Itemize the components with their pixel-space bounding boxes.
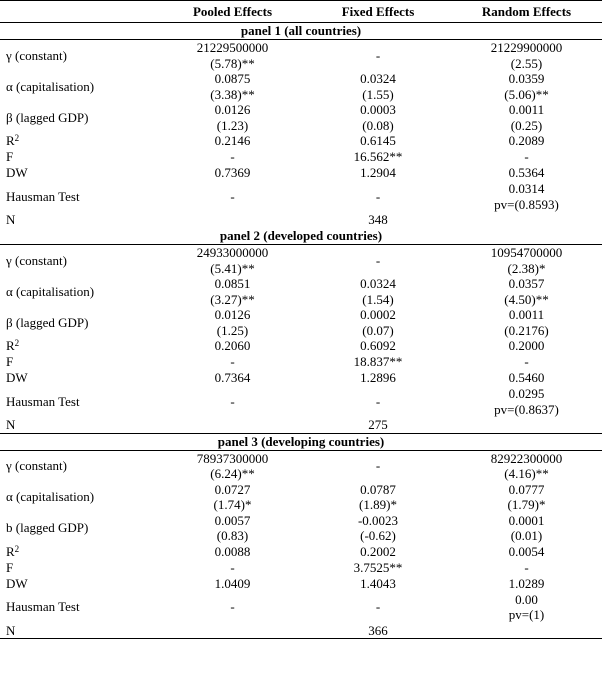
cell-statistic: (0.08) [362, 117, 394, 133]
cell-statistic: (5.78)** [210, 55, 255, 71]
cell-random [451, 450, 602, 482]
cell-value: 366 [368, 622, 388, 638]
cell-value: 0.2089 [508, 133, 545, 149]
table-row [0, 276, 602, 307]
cell-value: 348 [368, 212, 388, 228]
cell-value: 18.837** [353, 354, 403, 370]
row-label [0, 354, 160, 370]
row-label-text: R [6, 543, 15, 559]
table-row [0, 576, 602, 592]
row-label [0, 370, 160, 386]
cell-pooled [160, 276, 305, 307]
table-row [0, 245, 602, 277]
cell-value: 1.2904 [360, 165, 396, 181]
cell-value: 0.2000 [508, 338, 545, 354]
cell-random [451, 544, 602, 560]
cell-pooled [160, 513, 305, 544]
row-label-text: DW [6, 165, 28, 181]
cell-value: 0.7364 [214, 370, 251, 386]
table-row [0, 149, 602, 165]
cell-random [451, 181, 602, 212]
row-label-superscript: 2 [14, 133, 20, 144]
cell-random [451, 165, 602, 181]
cell-value: 1.2896 [360, 370, 396, 386]
cell-value: - [375, 393, 381, 409]
cell-value: 0.0314 [508, 181, 545, 196]
row-label [0, 482, 160, 513]
cell-statistic: pv=(0.8593) [494, 196, 559, 212]
cell-statistic: (6.24)** [210, 466, 255, 481]
cell-fixed [305, 370, 451, 386]
table-row [0, 544, 602, 560]
row-label-text: F [6, 149, 14, 165]
cell-value: 24933000000 [196, 245, 269, 260]
row-label-text: β (lagged GDP) [6, 314, 89, 330]
cell-value: 0.0359 [508, 71, 545, 86]
cell-value: 0.0777 [508, 481, 545, 497]
cell-statistic: (1.74)* [213, 497, 252, 512]
row-label [0, 338, 160, 354]
row-label-text: DW [6, 370, 28, 386]
cell-value: 3.7525** [353, 559, 403, 575]
cell-statistic: (0.25) [510, 117, 543, 133]
row-label-text: R [6, 133, 15, 149]
cell-pooled [160, 386, 305, 417]
cell-value: - [375, 599, 381, 615]
cell-random [451, 71, 602, 102]
row-label [0, 181, 160, 212]
row-label-superscript: 2 [14, 543, 20, 554]
table-row [0, 133, 602, 149]
cell-value: 0.2002 [360, 543, 396, 559]
row-label-text: N [6, 417, 16, 432]
cell-random [451, 592, 602, 623]
cell-fixed [305, 338, 451, 354]
cell-random [451, 482, 602, 513]
cell-statistic: (1.25) [216, 322, 249, 338]
cell-fixed [305, 276, 451, 307]
cell-value: 0.2146 [214, 133, 251, 149]
cell-value: 0.0011 [508, 102, 545, 117]
cell-value: 0.0727 [214, 481, 251, 497]
panel-title-row [0, 433, 602, 450]
cell-value: 1.0409 [214, 575, 251, 591]
cell-value: 0.0054 [508, 543, 545, 559]
cell-value: 0.0875 [214, 71, 251, 86]
row-label [0, 417, 160, 433]
cell-value: 0.0324 [360, 71, 396, 86]
cell-value: 0.6145 [360, 133, 396, 149]
cell-statistic: (0.2176) [504, 322, 549, 338]
row-label [0, 592, 160, 623]
cell-value: 0.0126 [214, 102, 251, 117]
cell-pooled [160, 149, 305, 165]
row-label-text: β (lagged GDP) [6, 109, 89, 125]
cell-pooled [160, 102, 305, 133]
table-row [0, 482, 602, 513]
row-label [0, 276, 160, 307]
cell-fixed [305, 245, 451, 277]
row-label [0, 245, 160, 277]
cell-statistic: (1.79)* [507, 497, 546, 512]
table-row [0, 386, 602, 417]
cell-pooled [160, 165, 305, 181]
cell-value: - [230, 149, 235, 165]
cell-pooled [160, 592, 305, 623]
cell-value: 0.0851 [214, 276, 251, 291]
cell-value: 21229900000 [490, 40, 563, 55]
cell-value: - [230, 559, 235, 575]
row-label [0, 450, 160, 482]
cell-statistic: (-0.62) [360, 528, 396, 543]
cell-value: 21229500000 [196, 40, 269, 55]
header-random: Random Effects [451, 1, 602, 23]
row-label-text: N [6, 622, 16, 638]
table-row [0, 417, 602, 433]
row-label-text: Hausman Test [6, 599, 80, 615]
cell-value: 78937300000 [196, 450, 269, 466]
header-row [0, 1, 602, 23]
cell-random [451, 386, 602, 417]
cell-pooled [160, 482, 305, 513]
cell-random [451, 560, 602, 576]
cell-random [451, 212, 602, 228]
table-row [0, 165, 602, 181]
cell-statistic: (3.38)** [210, 86, 255, 102]
row-label [0, 560, 160, 576]
cell-value: 16.562** [353, 149, 403, 165]
cell-pooled [160, 71, 305, 102]
cell-value: 0.0295 [508, 386, 545, 401]
row-label-text: N [6, 212, 16, 228]
cell-fixed [305, 544, 451, 560]
cell-statistic: (5.41)** [210, 260, 255, 276]
cell-value: 0.0088 [214, 543, 251, 559]
cell-value: 0.7369 [214, 165, 251, 181]
row-label-text: γ (constant) [6, 458, 67, 474]
table-row [0, 513, 602, 544]
cell-fixed [305, 71, 451, 102]
table-row [0, 623, 602, 639]
cell-value: 0.2060 [214, 338, 251, 354]
row-label [0, 165, 160, 181]
row-label [0, 544, 160, 560]
row-label-text: F [6, 559, 14, 575]
cell-value: 0.5364 [508, 165, 545, 181]
cell-pooled [160, 450, 305, 482]
cell-pooled [160, 354, 305, 370]
table-row [0, 338, 602, 354]
cell-value: - [524, 559, 529, 575]
cell-value: 0.0357 [508, 276, 545, 291]
cell-statistic: (4.16)** [504, 466, 549, 481]
cell-fixed [305, 417, 451, 433]
cell-random [451, 354, 602, 370]
header-fixed: Fixed Effects [305, 1, 451, 23]
cell-statistic: (1.55) [362, 86, 394, 102]
cell-pooled [160, 623, 305, 639]
cell-value: 0.0003 [360, 102, 396, 117]
cell-fixed [305, 450, 451, 482]
table-row [0, 560, 602, 576]
cell-pooled [160, 245, 305, 277]
row-label [0, 71, 160, 102]
cell-value: 0.6092 [360, 338, 396, 354]
cell-random [451, 40, 602, 72]
cell-fixed [305, 149, 451, 165]
panel-title-row [0, 228, 602, 245]
cell-statistic: (1.89)* [359, 497, 397, 512]
cell-pooled [160, 181, 305, 212]
cell-statistic: (0.07) [362, 322, 394, 338]
cell-pooled [160, 544, 305, 560]
header-pooled: Pooled Effects [160, 1, 305, 23]
cell-value: 0.0324 [360, 276, 396, 291]
row-label-text: R [6, 338, 15, 354]
cell-fixed [305, 576, 451, 592]
table-row [0, 71, 602, 102]
cell-value: 0.0001 [508, 512, 545, 528]
row-label-text: Hausman Test [6, 393, 80, 409]
panel-title: panel 3 (developing countries) [0, 433, 602, 450]
cell-value: - [230, 188, 235, 204]
cell-pooled [160, 307, 305, 338]
row-label [0, 133, 160, 149]
cell-fixed [305, 482, 451, 513]
cell-value: 0.5460 [508, 370, 545, 386]
row-label-text: F [6, 354, 14, 370]
cell-random [451, 417, 602, 433]
cell-statistic: pv=(1) [508, 607, 545, 622]
table-row [0, 592, 602, 623]
table-row [0, 370, 602, 386]
cell-pooled [160, 133, 305, 149]
cell-random [451, 245, 602, 277]
table-row [0, 450, 602, 482]
cell-random [451, 370, 602, 386]
row-label-superscript: 2 [14, 338, 20, 349]
row-label-text: α (capitalisation) [6, 78, 95, 94]
cell-random [451, 513, 602, 544]
cell-fixed [305, 212, 451, 228]
row-label [0, 307, 160, 338]
cell-value: 0.0011 [508, 307, 545, 322]
cell-fixed [305, 40, 451, 72]
cell-value: 10954700000 [490, 245, 563, 260]
cell-value: 0.0057 [214, 512, 251, 528]
cell-random [451, 338, 602, 354]
cell-fixed [305, 354, 451, 370]
cell-statistic: pv=(0.8637) [494, 401, 559, 417]
panel-title: panel 2 (developed countries) [0, 228, 602, 245]
cell-fixed [305, 623, 451, 639]
cell-pooled [160, 417, 305, 433]
cell-random [451, 276, 602, 307]
cell-statistic: (2.38)* [507, 260, 546, 276]
cell-value: 0.00 [515, 591, 538, 607]
table-row [0, 212, 602, 228]
cell-fixed [305, 133, 451, 149]
table-row [0, 354, 602, 370]
row-label [0, 149, 160, 165]
row-label-text: b (lagged GDP) [6, 520, 89, 536]
row-label [0, 576, 160, 592]
row-label-text: DW [6, 575, 28, 591]
table-row [0, 40, 602, 72]
cell-statistic: (1.23) [216, 117, 249, 133]
cell-value: 1.0289 [508, 575, 545, 591]
cell-pooled [160, 576, 305, 592]
cell-value: 1.4043 [360, 575, 396, 591]
panel-title: panel 1 (all countries) [0, 23, 602, 40]
cell-value: 0.0002 [360, 307, 396, 322]
cell-statistic: (5.06)** [504, 86, 549, 102]
cell-pooled [160, 370, 305, 386]
cell-fixed [305, 560, 451, 576]
row-label-text: α (capitalisation) [6, 283, 95, 299]
cell-fixed [305, 513, 451, 544]
cell-value: 0.0787 [360, 481, 396, 497]
row-label-text: γ (constant) [6, 47, 67, 63]
cell-value: - [375, 252, 381, 268]
cell-value: 0.0126 [214, 307, 251, 322]
cell-fixed [305, 102, 451, 133]
cell-value: - [375, 458, 381, 474]
cell-pooled [160, 560, 305, 576]
row-label [0, 102, 160, 133]
cell-random [451, 623, 602, 639]
header-blank [0, 1, 160, 23]
cell-statistic: (0.83) [216, 528, 249, 543]
cell-statistic: (0.01) [510, 528, 543, 543]
cell-value: - [230, 354, 235, 370]
cell-statistic: (2.55) [510, 55, 543, 71]
cell-value: -0.0023 [357, 512, 399, 528]
table-row [0, 181, 602, 212]
cell-pooled [160, 338, 305, 354]
row-label-text: Hausman Test [6, 188, 80, 204]
cell-random [451, 576, 602, 592]
cell-fixed [305, 307, 451, 338]
cell-random [451, 149, 602, 165]
row-label [0, 212, 160, 228]
cell-value: 275 [368, 417, 388, 432]
cell-statistic: (4.50)** [504, 291, 549, 307]
row-label-text: γ (constant) [6, 252, 67, 268]
cell-value: - [375, 188, 381, 204]
row-label-text: α (capitalisation) [6, 489, 95, 505]
cell-fixed [305, 165, 451, 181]
row-label [0, 40, 160, 72]
cell-value: - [230, 599, 235, 615]
cell-pooled [160, 212, 305, 228]
cell-random [451, 307, 602, 338]
cell-value: - [375, 47, 381, 63]
cell-value: 82922300000 [490, 450, 563, 466]
cell-pooled [160, 40, 305, 72]
cell-fixed [305, 592, 451, 623]
table-row [0, 102, 602, 133]
cell-fixed [305, 181, 451, 212]
cell-value: - [524, 149, 529, 165]
table-row [0, 307, 602, 338]
cell-statistic: (3.27)** [210, 291, 255, 307]
cell-random [451, 133, 602, 149]
row-label [0, 623, 160, 639]
cell-value: - [524, 354, 529, 370]
table-body [0, 23, 602, 639]
row-label [0, 386, 160, 417]
row-label [0, 513, 160, 544]
cell-fixed [305, 386, 451, 417]
panel-title-row [0, 23, 602, 40]
cell-random [451, 102, 602, 133]
cell-statistic: (1.54) [362, 291, 394, 307]
cell-value: - [230, 393, 235, 409]
